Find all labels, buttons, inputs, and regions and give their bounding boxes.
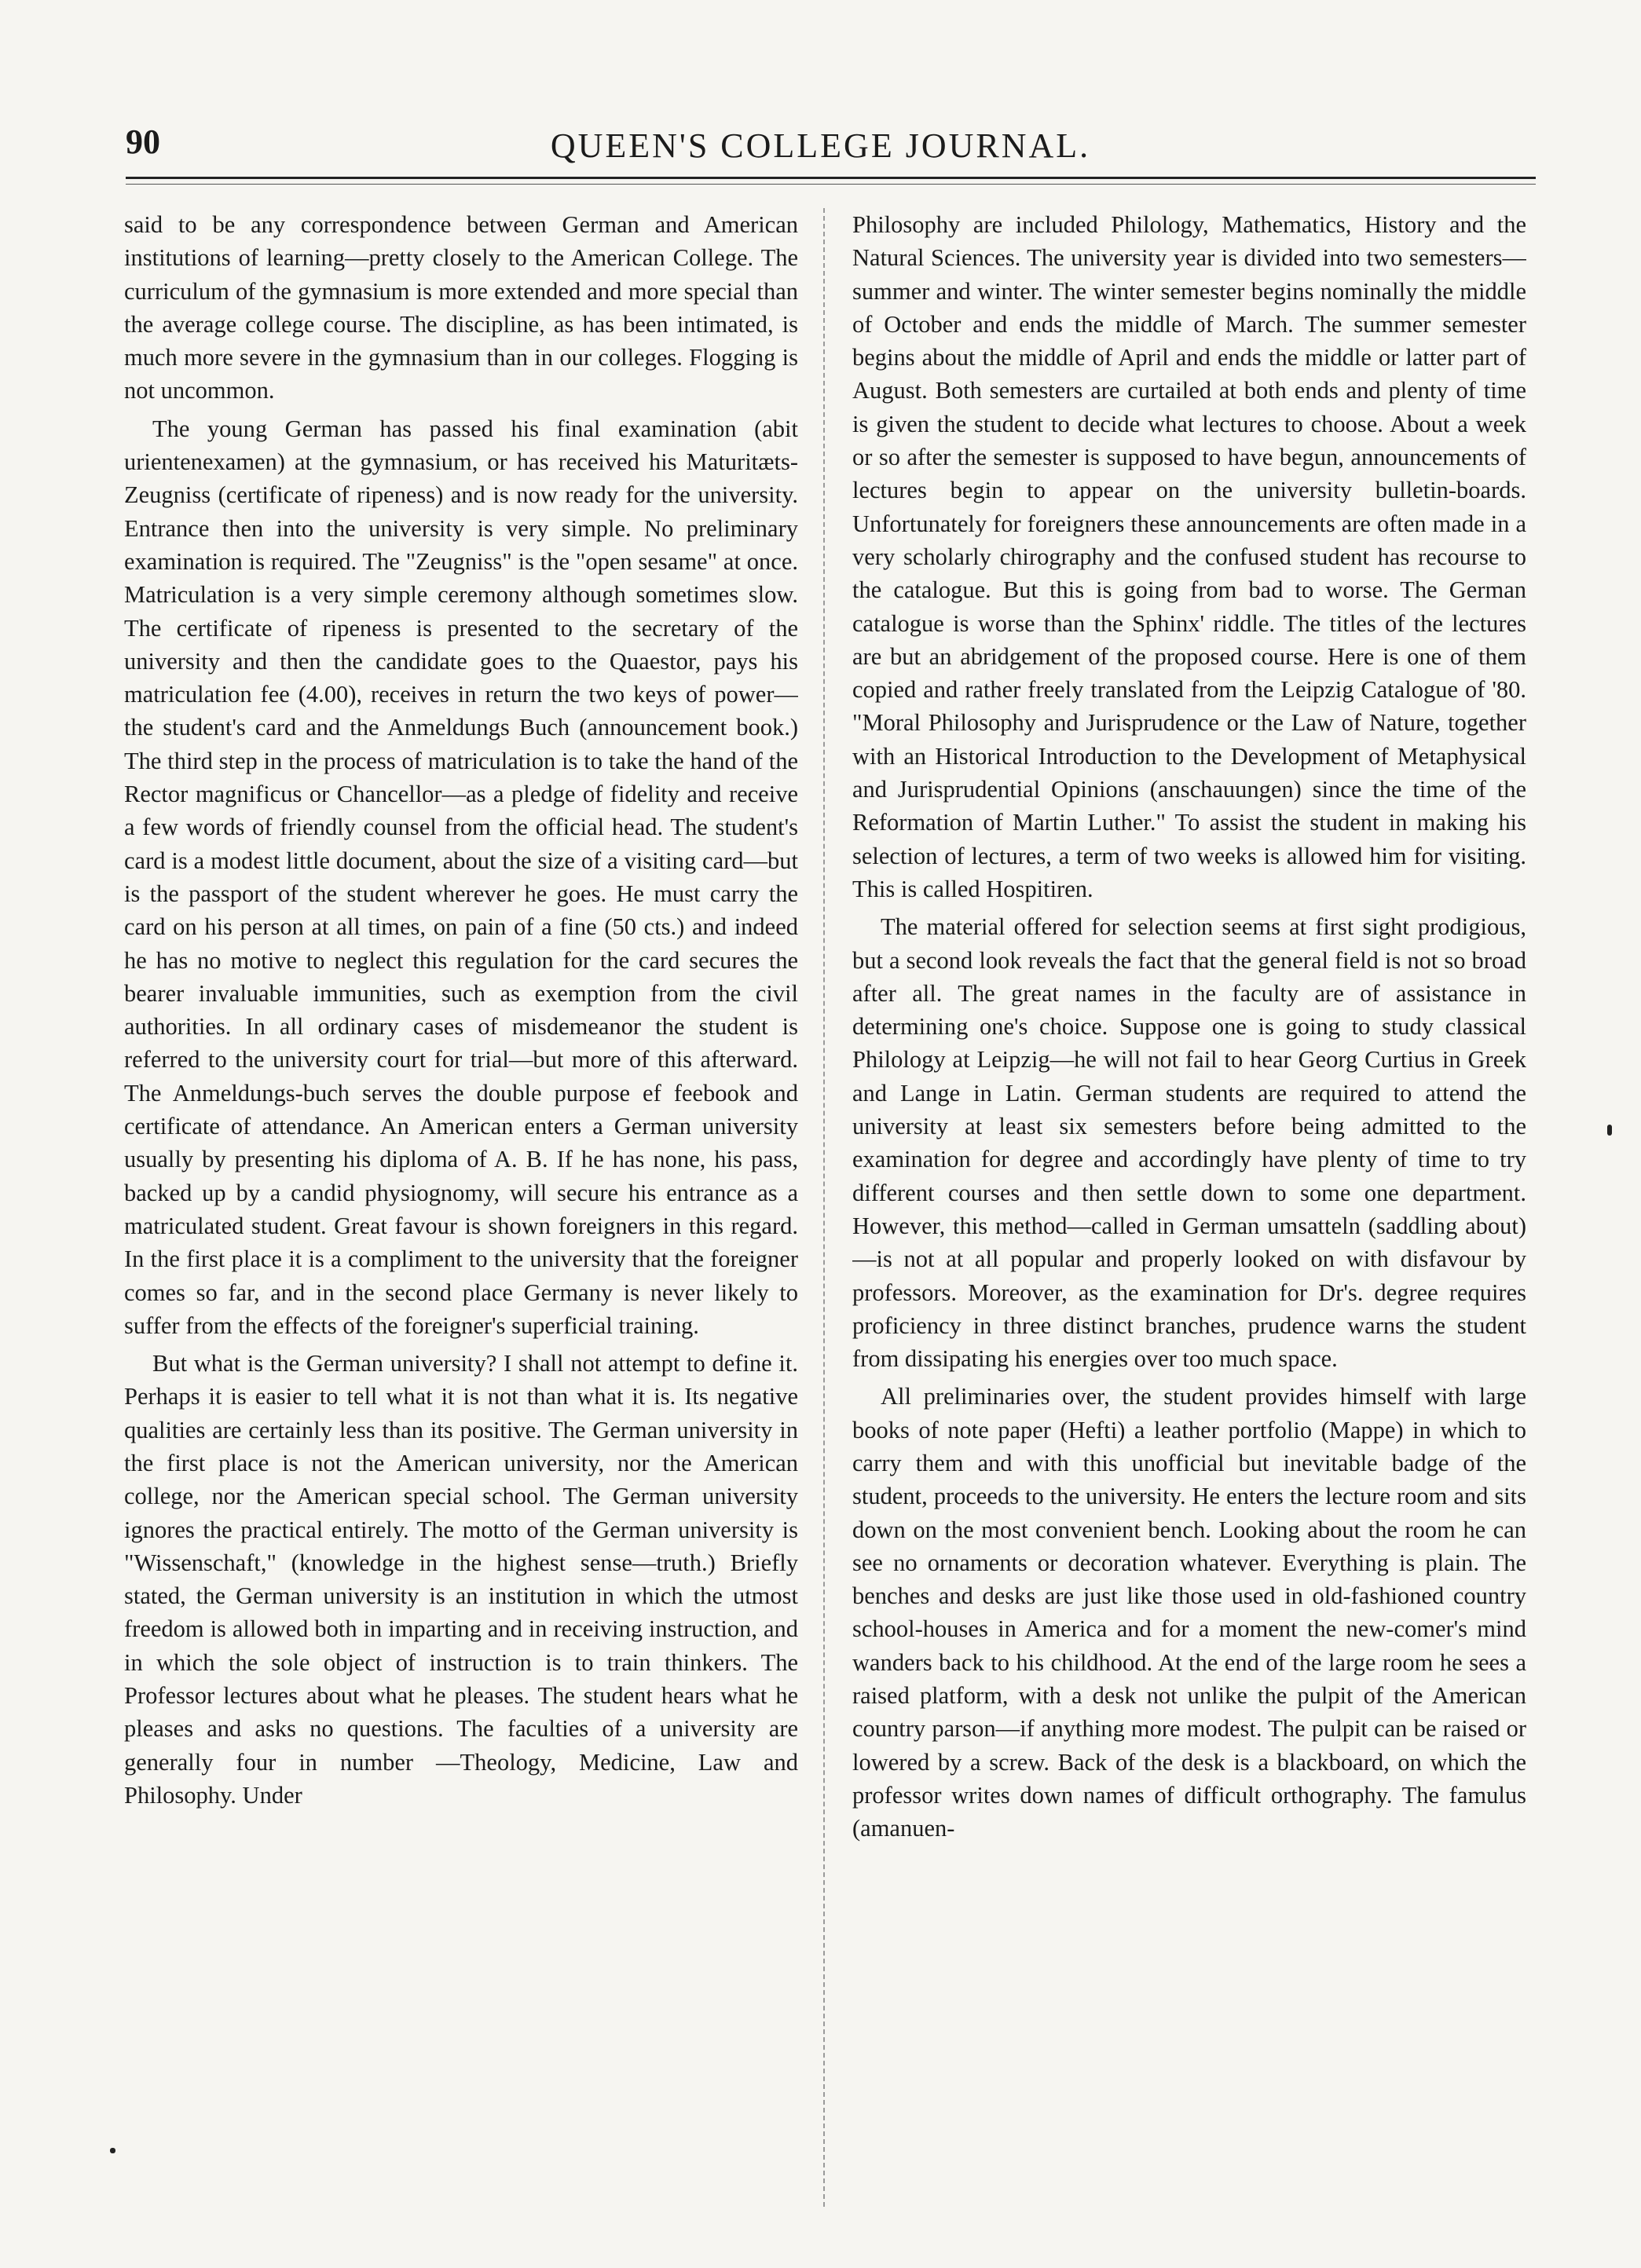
paragraph: said to be any correspondence between German and American institutions of learning—pretty closely to the American College. The curriculum of the gymnasium is more extended and more special than the average college course. The discipline, as has been intimated, is much more severe in the gymnasium than in our colleges. Flogging is not uncommon. xyxy=(124,211,798,404)
right-column xyxy=(852,208,1526,2219)
paragraph: The material offered for selection seems at first sight prodigious, but a second look reveals the fact that the general field is not so broad after all. The great names in the faculty are of assistance in determining one's choice. Suppose one is going to study classical Philology at Leipzig—he will not fail to hear Georg Curtius in Greek and Lange in Latin. German students are required to attend the university at least six semesters before being admitted to the examination for degree and accordingly have plenty of time to try different courses and then settle down to some one department. However, this method—called in German umsatteln (saddling about)—is not at all popular and properly looked on with disfavour by professors. Moreover, as the examination for Dr's. degree requires proficiency in three distinct branches, prudence warns the student from dissipating his energies over too much space. xyxy=(852,913,1526,1373)
ink-speck xyxy=(1607,1125,1612,1136)
header-rule-thin xyxy=(126,184,1536,185)
paragraph: But what is the German university? I shall not attempt to define it. Perhaps it is easier to tell what it is not than what it is. Its negative qualities are certainly less than its positive. The German university in the first place is not the American university, nor the American college, nor the American special school. The German university ignores the practical entirely. The motto of the German university is "Wissenschaft," (knowledge in the highest sense—truth.) Briefly stated, the German university is an institution in which the utmost freedom is allowed both in imparting and in receiving instruction, and in which the sole object of instruction is to train thinkers. The Professor lectures about what he pleases. The student hears what he pleases and asks no questions. The faculties of a university are generally four in number —Theology, Medicine, Law and Philosophy. Under xyxy=(124,1350,798,1809)
journal-title: QUEEN'S COLLEGE JOURNAL. xyxy=(550,126,1091,165)
paragraph: The young German has passed his final examination (abit urientenexamen) at the gymnasium, or has received his Maturitæts-Zeugniss (certificate of ripeness) and is now ready for the university. Entrance then into the university is very simple. No preliminary examination is required. The "Zeugniss" is the "open sesame" at once. Matriculation is a very simple ceremony although sometimes slow. The certificate of ripeness is presented to the secretary of the university and then the candidate goes to the Quaestor, pays his matriculation fee (4.00), receives in return the two keys of power—the student's card and the Anmeldungs Buch (announcement book.) The third step in the process of matriculation is to take the hand of the Rector magnificus or Chancellor—as a pledge of fidelity and receive a few words of friendly counsel from the official head. The student's card is a modest little document, about the size of a visiting card—but is the passport of the student wherever he goes. He must carry the card on his person at all times, on pain of a fine (50 cts.) and indeed he has no motive to neglect this regulation for the card secures the bearer invaluable immunities, such as exemption from the civil authorities. In all ordinary cases of misdemeanor the student is referred to the university court for trial—but more of this afterward. The Anmeldungs-buch serves the double purpose ef feebook and certificate of attendance. An American enters a German university usually by presenting his diploma of A. B. If he has none, his pass, backed up by a candid physiognomy, will secure his entrance as a matriculated student. Great favour is shown foreigners in this regard. In the first place it is a compliment to the university that the foreigner comes so far, and in the second place Germany is never likely to suffer from the effects of the foreigner's superficial training. xyxy=(124,415,798,1339)
column-divider xyxy=(823,208,825,2207)
page-number: 90 xyxy=(126,123,160,161)
header-rule xyxy=(126,177,1536,179)
paragraph: All preliminaries over, the student provides himself with large books of note paper (Hefti) a leather portfolio (Mappe) in which to carry them and with this unofficial but inevitable badge of the student, proceeds to the university. He enters the lecture room and sits down on the most convenient bench. Looking about the room he can see no ornaments or decoration whatever. Everything is plain. The benches and desks are just like those used in old-fashioned country school-houses in America and for a moment the new-comer's mind wanders back to his childhood. At the end of the large room he sees a raised platform, with a desk not unlike the pulpit of the American country parson—if anything more modest. The pulpit can be raised or lowered by a screw. Back of the desk is a blackboard, on which the professor writes down names of difficult orthography. The famulus (amanuen- xyxy=(852,1383,1526,1842)
paragraph: Philosophy are included Philology, Mathematics, History and the Natural Sciences. The university year is divided into two semesters—summer and winter. The winter semester begins nominally the middle of October and ends the middle of March. The summer semester begins about the middle of April and ends the middle or latter part of August. Both semesters are curtailed at both ends and plenty of time is given the student to decide what lectures to choose. About a week or so after the semester is supposed to have begun, announcements of lectures begin to appear on the university bulletin-boards. Unfortunately for foreigners these announcements are often made in a very scholarly chirography and the confused student has recourse to the catalogue. But this is going from bad to worse. The German catalogue is worse than the Sphinx' riddle. The titles of the lectures are but an abridgement of the proposed course. Here is one of them copied and rather freely translated from the Leipzig Catalogue of '80. "Moral Philosophy and Jurisprudence or the Law of Nature, together with an Historical Introduction to the Development of Metaphysical and Jurisprudential Opinions (anschauungen) since the time of the Reformation of Martin Luther." To assist the student in making his selection of lectures, a term of two weeks is allowed him for visiting. This is called Hospitiren. xyxy=(852,211,1526,902)
ink-speck xyxy=(110,2148,115,2153)
left-column xyxy=(124,208,798,2219)
